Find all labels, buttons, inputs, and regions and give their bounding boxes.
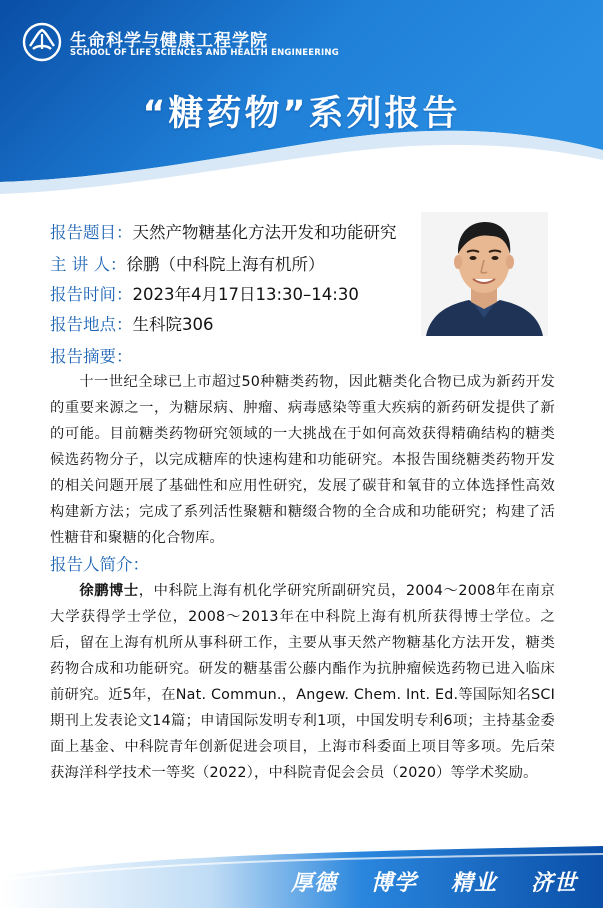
place-label: 报告地点： (50, 315, 133, 334)
topic-value: 天然产物糖基化方法开发和功能研究 (132, 223, 397, 242)
bio-name: 徐鹏博士 (79, 583, 139, 599)
school-logo (22, 22, 62, 62)
slogan-1: 厚德 (290, 871, 337, 896)
slogan-row (291, 866, 577, 896)
speaker-row (50, 254, 325, 276)
school-name-cn: 生命科学与健康工程学院 (70, 31, 268, 51)
time-row (50, 284, 359, 306)
bio-text (50, 578, 555, 786)
slogan-4: 济世 (530, 871, 577, 896)
time-value: 2023年4月17日13:30–14:30 (132, 285, 359, 304)
bio-heading: 报告人简介： (50, 555, 149, 574)
topic-label: 报告题目： (50, 223, 133, 242)
school-name-en: SCHOOL OF LIFE SCIENCES AND HEALTH ENGINEERING (70, 48, 339, 58)
slogan-3: 精业 (450, 871, 497, 896)
place-value: 生科院306 (132, 315, 214, 334)
page-title: “糖药物”系列报告 (142, 94, 461, 134)
bio-body: ，中科院上海有机化学研究所副研究员，2004～2008年在南京大学获得学士学位，2008～2013年在中科院上海有机所获得博士学位。之后，留在上海有机所从事科研工作，主要从事天然产物糖基化方法开发，糖类药物合成和功能研究。研发的糖基雷公藤内酯作为抗肿瘤候选药物已进入临床前研究。近5年，在Nat. Commun.，Angew. Chem. Int. Ed.等国际知名SCI期刊上发表论文14篇；申请国际发明专利1项，中国发明专利6项；主持基金委面上基金、中科院青年创新促进会项目，上海市科委面上项目等多项。先后荣获海洋科学技术一等奖（2022），中科院青促会会员（2020）等学术奖励。 (50, 583, 555, 781)
place-row (50, 314, 214, 336)
abstract-text (50, 369, 555, 551)
speaker-label: 主 讲 人： (50, 255, 127, 274)
header-banner (0, 0, 603, 200)
slogan-2: 博学 (370, 871, 417, 896)
abstract-heading: 报告摘要： (50, 347, 133, 366)
speaker-value: 徐鹏（中科院上海有机所） (126, 255, 325, 274)
topic-row (50, 222, 397, 244)
abstract-body: 十一世纪全球已上市超过50种糖类药物，因此糖类化合物已成为新药开发的重要来源之一，为糖尿病、肿瘤、病毒感染等重大疾病的新药研发提供了新的可能。目前糖类药物研究领域的一大挑战在于如何高效获得精确结构的糖类候选药物分子，以完成糖库的快速构建和功能研究。本报告围绕糖类药物开发的相关问题开展了基础性和应用性研究，发展了碳苷和氧苷的立体选择性高效构建新方法；完成了系列活性聚糖和糖缀合物的全合成和功能研究；构建了活性糖苷和聚糖的化合物库。 (50, 374, 555, 546)
speaker-photo (421, 212, 548, 336)
time-label: 报告时间： (50, 285, 133, 304)
